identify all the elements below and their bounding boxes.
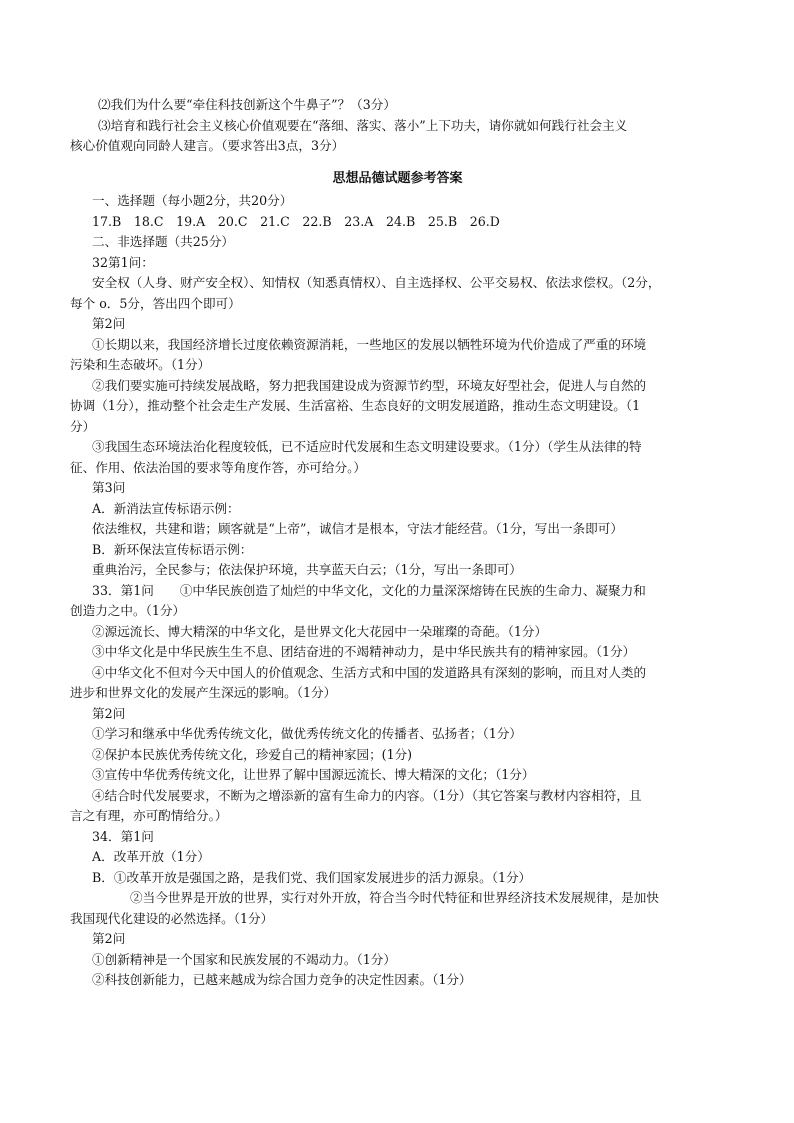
q32-part2-b-line-3: 分） [70,418,96,434]
q33-part1-c: ③中华文化是中华民族生生不息、团结奋进的不竭精神动力，是中华民族共有的精神家园。（1分） [92,644,636,659]
q32-part3-a-label: A．新消法宣传标语示例： [92,500,240,516]
q33-part2-c: ③宣传中华优秀传统文化，让世界了解中国源远流长、博大精深的文化；（1分） [92,767,535,782]
q32-part2-c-line-1: ③我国生态环境法治化程度较低，已不适应时代发展和生态文明建设要求。（1分）（学生从法律的特 [92,439,642,454]
q33-part1-b: ②源远流长、博大精深的中华文化，是世界文化大花园中一朵璀璨的奇葩。（1分） [92,623,548,639]
q33-part1-line-1 [70,581,725,602]
q34-part1-c-line-1: ②当今世界是开放的世界，实行对外开放，符合当今时代特征和世界经济技术发展规律，是加快 [130,890,659,905]
q32-part1-line-2: 每个 o．5分，答出四个即可） [70,295,241,311]
q32-part2-b-line-1: ②我们要实施可持续发展战略，努力把我国建设成为资源节约型，环境友好型社会，促进人与自然的 [92,377,647,393]
q33-part1-a-line-1: ①中华民族创造了灿烂的中华文化，文化的力量深深熔铸在民族的生命力、凝聚力和 [179,582,646,598]
q34-part1-label: 34．第1问 [92,828,154,844]
q34-part2-label: 第2问 [92,931,126,946]
question-3-line-1: ⑶培育和践行社会主义核心价值观要在“落细、落实、落小”上下功夫，请你就如何践行社会主义 [98,117,628,133]
q33-part1-d-line-2: 进步和世界文化的发展产生深远的影响。（1分） [70,685,337,700]
q33-part2-a: ①学习和继承中华优秀传统文化，做优秀传统文化的传播者、弘扬者；（1分） [92,726,522,741]
q32-part2-c-line-2: 征、作用、依法治国的要求等角度作答，亦可给分。） [70,459,366,475]
q34-part2-b: ②科技创新能力，已越来越成为综合国力竞争的决定性因素。（1分） [92,972,472,987]
q34-part1-c-line-2: 我国现代化建设的必然选择。（1分） [70,910,274,926]
section-1-answers: 17.B 18.C 19.A 20.C 21.C 22.B 23.A 24.B 25.B 26.D [92,213,500,229]
q32-part2-a-line-2: 污染和生态破坏。（1分） [70,357,211,372]
section-1-heading: 一、选择题（每小题2分，共20分） [92,193,293,208]
q33-part1-d-line-1: ④中华文化不但对今天中国人的价值观念、生活方式和中国的发道路具有深刻的影响，而且对人类的 [92,664,647,680]
q33-part1-label: 33．第1问 [92,582,154,598]
question-2: ⑵我们为什么要“牵住科技创新这个牛鼻子”？（3分） [98,97,396,112]
q32-part2-b-line-2: 协调（1分），推动整个社会走生产发展、生活富裕、生态良好的文明发展道路，推动生态文明建设。（1 [70,398,641,413]
q32-part2-label: 第2问 [92,316,126,331]
q32-part2-a-line-1: ①长期以来，我国经济增长过度依赖资源消耗，一些地区的发展以牺牲环境为代价造成了严重的环境 [92,336,647,352]
q32-part3-b-label: B．新环保法宣传标语示例： [92,541,253,557]
q34-part1-b: B．①改革开放是强国之路，是我们党、我们国家发展进步的活力源泉。（1分） [92,869,532,885]
q33-part2-b: ②保护本民族优秀传统文化，珍爱自己的精神家园；(1分) [92,746,413,762]
q32-part1-label: 32第1问： [92,254,154,270]
q33-part2-d-line-2: 言之有理，亦可酌情给分。） [70,808,228,823]
q33-part2-d-line-1: ④结合时代发展要求，不断为之增添新的富有生命力的内容。（1分）（其它答案与教材内容相符，且 [92,787,642,803]
section-2-heading: 二、非选择题（共25分） [92,234,234,249]
q32-part1-line-1: 安全权（人身、财产安全权）、知情权（知悉真情权）、自主选择权、公平交易权、依法求偿权。（2分， [92,275,661,290]
q33-part2-label: 第2问 [92,705,126,721]
q34-part2-a: ①创新精神是一个国家和民族发展的不竭动力。（1分） [92,951,396,967]
q33-part1-a-line-2: 创造力之中。（1分） [70,603,186,618]
q34-part1-a: A．改革开放（1分） [92,849,210,864]
q32-part3-b-text: 重典治污，全民参与；依法保护环境，共享蓝天白云；（1分，写出一条即可） [92,562,522,577]
q32-part3-label: 第3问 [92,480,126,495]
answer-key-title: 思想品德试题参考答案 [332,170,463,186]
q32-part3-a-text: 依法维权，共建和谐；顾客就是“上帝”，诚信才是根本，守法才能经营。（1分，写出一条即可） [92,521,623,536]
question-3-line-2: 核心价值观向同龄人建言。（要求答出3点，3分） [70,138,345,153]
document-page [70,95,725,991]
